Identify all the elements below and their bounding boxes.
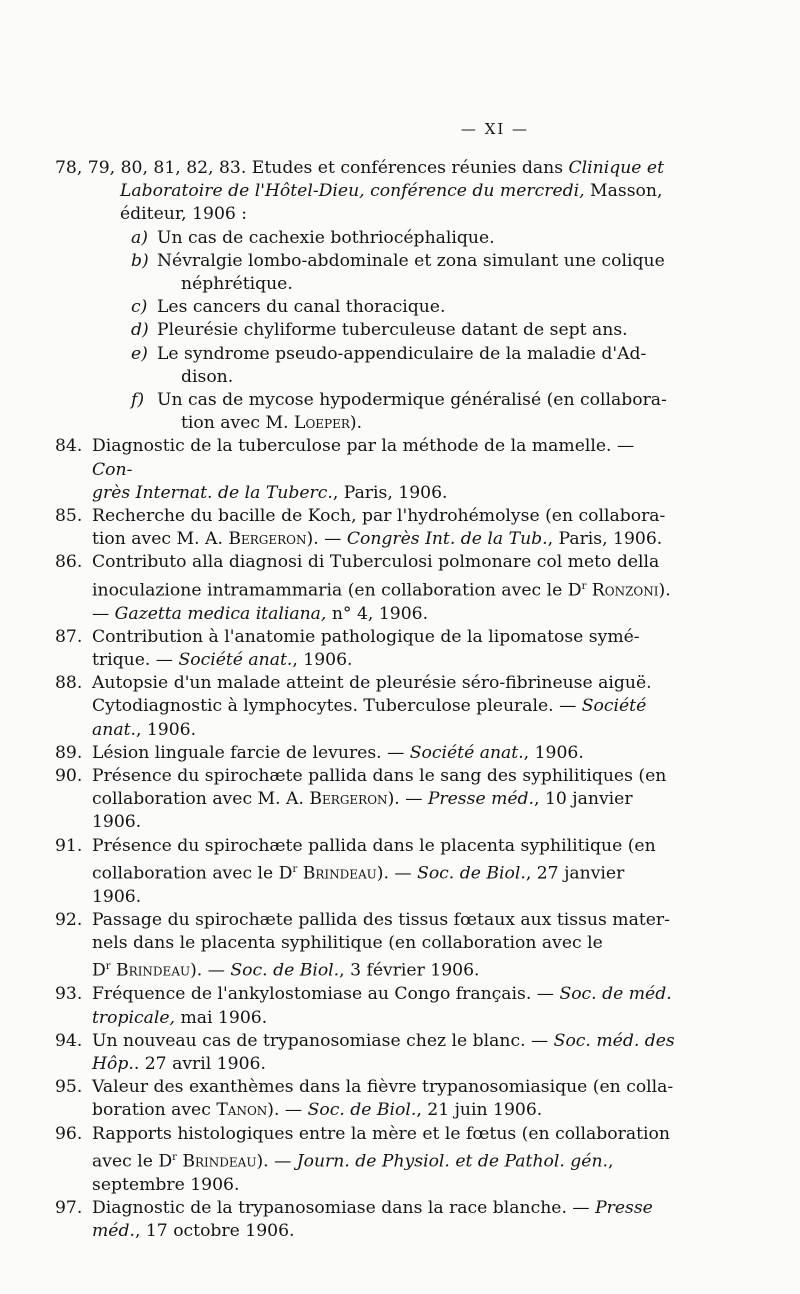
sub-entry-f: f) Un cas de mycose hypodermique généralisé (en collabora- xyxy=(131,390,667,411)
sub-entry-b: b) Névralgie lombo-abdominale et zona simulant une colique xyxy=(131,250,665,271)
entry-92: 92. Passage du spirochæte pallida des tissus fœtaux aux tissus mater- nels dans le placenta syphilitique (en collaboration avec le $D^r$ Brindeau). — Soc. de Biol., 3 février 1906. xyxy=(55,909,670,982)
entry-89: 89. Lésion linguale farcie de levures. — Société anat., 1906. xyxy=(55,742,584,763)
entry-84: 84. Diagnostic de la tuberculose par la méthode de la mamelle. — Con- grès Internat. de la Tuberc., Paris, 1906. xyxy=(55,436,635,503)
entry-87: 87. Contribution à l'anatomie pathologique de la lipomatose symé- trique. — Société anat., 1906. xyxy=(55,626,640,670)
entry-85: 85. Recherche du bacille de Koch, par l'hydrohémolyse (en collabora- tion avec M. A. Bergeron). — Congrès Int. de la Tub., Paris, 1906. xyxy=(55,506,666,550)
entry-97: 97. Diagnostic de la trypanosomiase dans la race blanche. — Presse méd., 17 octobre 1906. xyxy=(55,1197,653,1242)
entry-88: 88. Autopsie d'un malade atteint de pleurésie séro-fibrineuse aiguë. Cytodiagnostic à lymphocytes. Tuberculose pleurale. — Société anat., 1906. xyxy=(55,673,652,740)
sub-entry-e: e) Le syndrome pseudo-appendiculaire de la maladie d'Ad- xyxy=(131,343,647,364)
entry-number: 78, 79, 80, 81, 82, 83. xyxy=(55,158,247,178)
sub-entry-c: c) Les cancers du canal thoracique. xyxy=(131,297,446,318)
entry-86: 86. Contributo alla diagnosi di Tuberculosi polmonare col meto della inoculazione intramammaria (en collaboration avec le $D^r$ Ronzoni). — Gazetta medica italiana, n° 4, 1906. xyxy=(55,552,671,624)
entry-93: 93. Fréquence de l'ankylostomiase au Congo français. — Soc. de méd. tropicale, mai 1906. xyxy=(55,984,672,1028)
entry-91: 91. Présence du spirochæte pallida dans le placenta syphilitique (en collaboration avec le $D^r$ Brindeau). — Soc. de Biol., 27 janvier 1906. xyxy=(55,835,656,907)
bibliography-list: 78, 79, 80, 81, 82, 83. Etudes et conférences réunies dans Clinique et Laboratoire de l'Hôtel-Dieu, conférence du mercredi, Masson, éditeur, 1906 : a) Un cas de cachexie bothriocéphalique. b) Névralgie lombo-abdominale et zona simulant une colique néphrétique. c) Les cancers du canal thoracique. d) Pleurésie chyliforme tuberculeuse datant de sept ans. e) Le syndrome pseudo-appendiculaire de la maladie d'Ad- dison. f) Un cas de mycose hypodermique généralisé (en collabora- tion avec M. Loeper). 84. Diagnostic de la tuberculose par la méthode de la mamelle. — Con- grès Internat. de la Tuberc., Paris, 1906. 85. Recherche du bacille de Koch, par l'hydrohémolyse (en collabora- tion avec M. A. Bergeron). — Congrès Int. de la Tub., Paris, 1906. 86. Contributo alla diagnosi di Tuberculosi polmonare col meto della inoculazione intramammaria (en collaboration avec le $D^r$ Ronzoni). — Gazetta medica italiana, n° 4, 1906. 87. Contribution à l'anatomie pathologique de la lipomatose symé- trique. — Société anat., 1906. 88. Autopsie d'un malade atteint de pleurésie séro-fibrineuse aiguë. Cytodiagnostic à lymphocytes. Tuberculose pleurale. — Société anat., 1906. 89. Lésion linguale farcie de levures. — Société anat., 1906. 90. Présence du spirochæte pallida dans le sang des syphilitiques (en collaboration avec M. A. Bergeron). — Presse méd., 10 janvier 1906. 91. Présence du spirochæte pallida dans le placenta syphilitique (en collaboration avec le $D^r$ Brindeau). — Soc. de Biol., 27 janvier 1906. 92. Passage du spirochæte pallida des tissus fœtaux aux tissus mater- nels dans le placenta syphilitique (en collaboration avec le $D^r$ Brindeau). — Soc. de Biol., 3 février 1906. 93. Fréquence de l'ankylostomiase au Congo français. — Soc. de méd. tropicale, mai 1906. 94. Un nouveau cas de trypanosomiase chez le blanc. — Soc. méd. des Hôp.. 27 avril 1906. 95. Valeur des exanthèmes dans la fièvre trypanosomiasique (en colla- boration avec Tanon). — Soc. de Biol., 21 juin 1906. 96. Rapports histologiques entre la mère et le fœtus (en collaboration avec le $D^r$ Brindeau). — Journ. de Physiol. et de Pathol. gén., septembre 1906. 97. Diagnostic de la trypanosomiase dans la race blanche. — Presse méd., 17 octobre 1906. xyxy=(55,157,677,1243)
entry-94: 94. Un nouveau cas de trypanosomiase chez le blanc. — Soc. méd. des Hôp.. 27 avril 1906. xyxy=(55,1030,675,1074)
entry-90: 90. Présence du spirochæte pallida dans le sang des syphilitiques (en collaboration avec M. A. Bergeron). — Presse méd., 10 janvier 1906. xyxy=(55,766,667,833)
entry-78-83: 78, 79, 80, 81, 82, 83. Etudes et conférences réunies dans Clinique et Laboratoire de l'Hôtel-Dieu, conférence du mercredi, Masson, éditeur, 1906 : xyxy=(55,158,665,225)
page-number: — XI — xyxy=(460,120,530,138)
entry-96: 96. Rapports histologiques entre la mère et le fœtus (en collaboration avec le $D^r$ Brindeau). — Journ. de Physiol. et de Pathol. gén., septembre 1906. xyxy=(55,1123,670,1195)
sub-entry-d: d) Pleurésie chyliforme tuberculeuse datant de sept ans. xyxy=(131,320,628,341)
page-header xyxy=(0,120,800,138)
sub-entry-a: a) Un cas de cachexie bothriocéphalique. xyxy=(131,227,495,248)
entry-95: 95. Valeur des exanthèmes dans la fièvre trypanosomiasique (en colla- boration avec Tanon). — Soc. de Biol., 21 juin 1906. xyxy=(55,1077,674,1121)
